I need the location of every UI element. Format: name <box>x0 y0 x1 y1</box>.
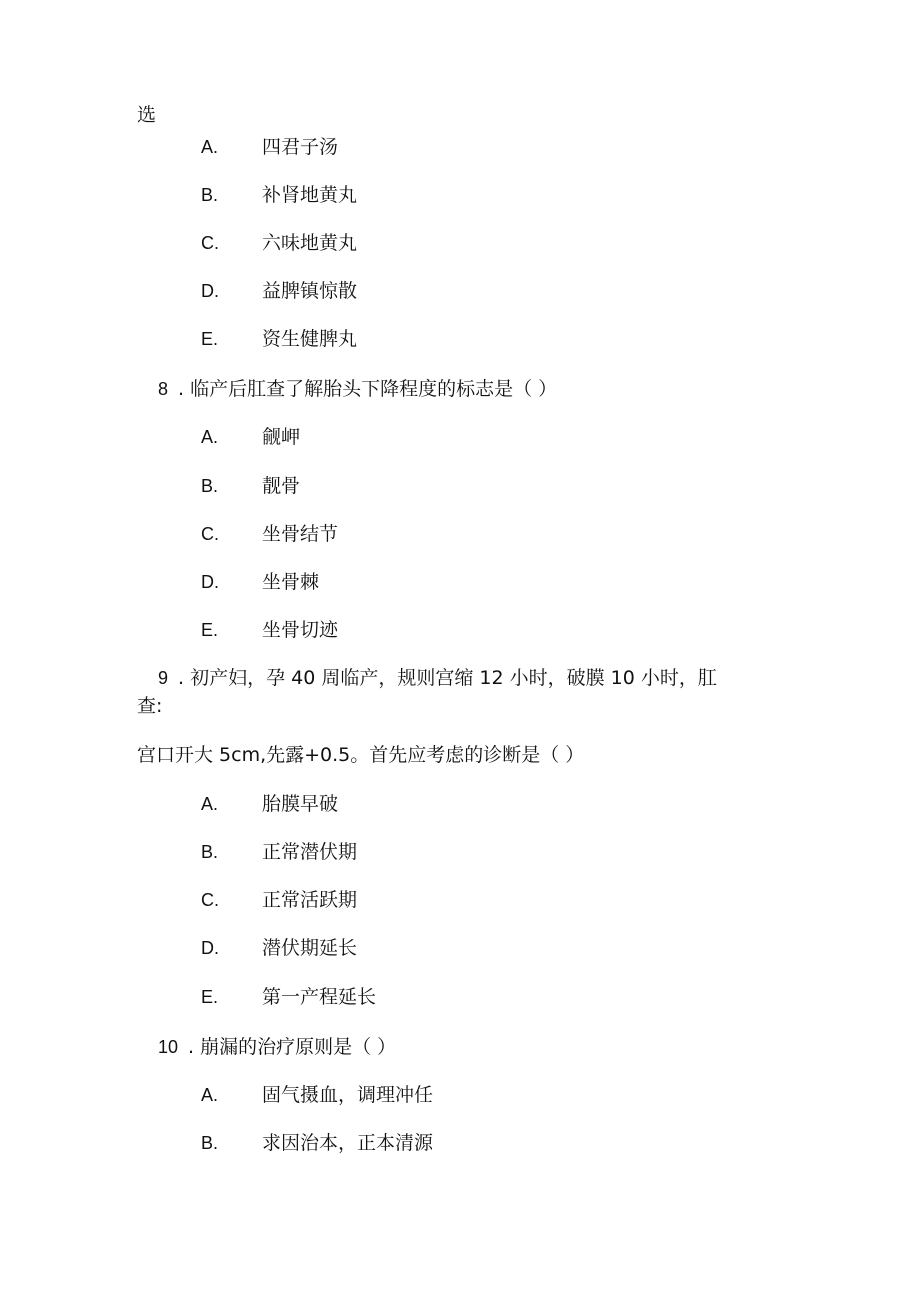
option-text: 固气摄血，调理冲任 <box>262 1084 434 1106</box>
option-text: 胎膜早破 <box>262 793 339 815</box>
question-text: . 临产后肛查了解胎头下降程度的标志是（ ） <box>178 378 558 400</box>
option-text: 正常活跃期 <box>262 889 358 911</box>
option-text: 潜伏期延长 <box>262 937 358 959</box>
question-number: 9 <box>158 668 169 688</box>
option-text: 资生健脾丸 <box>262 328 358 350</box>
option-letter: D. <box>201 281 219 301</box>
option-letter: C. <box>201 890 219 910</box>
option-letter: E. <box>201 620 219 640</box>
option-text: 第一产程延长 <box>262 986 377 1008</box>
option-text: 靓骨 <box>262 475 301 497</box>
question-fragment: 选 <box>137 104 157 126</box>
option-letter: B. <box>201 1133 219 1153</box>
option-text: 四君子汤 <box>262 136 339 158</box>
option-text: 求因治本，正本清源 <box>262 1132 434 1154</box>
option-text: 补肾地黄丸 <box>262 184 358 206</box>
option-letter: D. <box>201 938 219 958</box>
question-text: . 初产妇，孕 40 周临产，规则宫缩 12 小时，破膜 10 小时，肛 <box>178 667 717 689</box>
option-letter: B. <box>201 842 219 862</box>
option-letter: E. <box>201 329 219 349</box>
option-letter: A. <box>201 427 219 447</box>
question-text-continued: 宫口开大 5cm,先露+0.5。首先应考虑的诊断是（ ） <box>137 744 585 766</box>
option-letter: D. <box>201 572 219 592</box>
option-letter: A. <box>201 794 219 814</box>
option-letter: A. <box>201 1085 219 1105</box>
option-letter: C. <box>201 233 219 253</box>
question-text-continued: 查: <box>137 695 163 717</box>
option-letter: A. <box>201 137 219 157</box>
option-letter: C. <box>201 524 219 544</box>
option-letter: E. <box>201 987 219 1007</box>
question-number: 8 <box>158 379 169 399</box>
option-text: 坐骨棘 <box>262 571 320 593</box>
option-text: 六味地黄丸 <box>262 232 358 254</box>
question-number: 10 <box>158 1037 179 1057</box>
option-letter: B. <box>201 185 219 205</box>
option-text: 坐骨切迹 <box>262 619 339 641</box>
option-letter: B. <box>201 476 219 496</box>
option-text: 益脾镇惊散 <box>262 280 358 302</box>
option-text: 坐骨结节 <box>262 523 339 545</box>
question-text: . 崩漏的治疗原则是（ ） <box>188 1036 397 1058</box>
option-text: 觎岬 <box>262 426 301 448</box>
option-text: 正常潜伏期 <box>262 841 358 863</box>
